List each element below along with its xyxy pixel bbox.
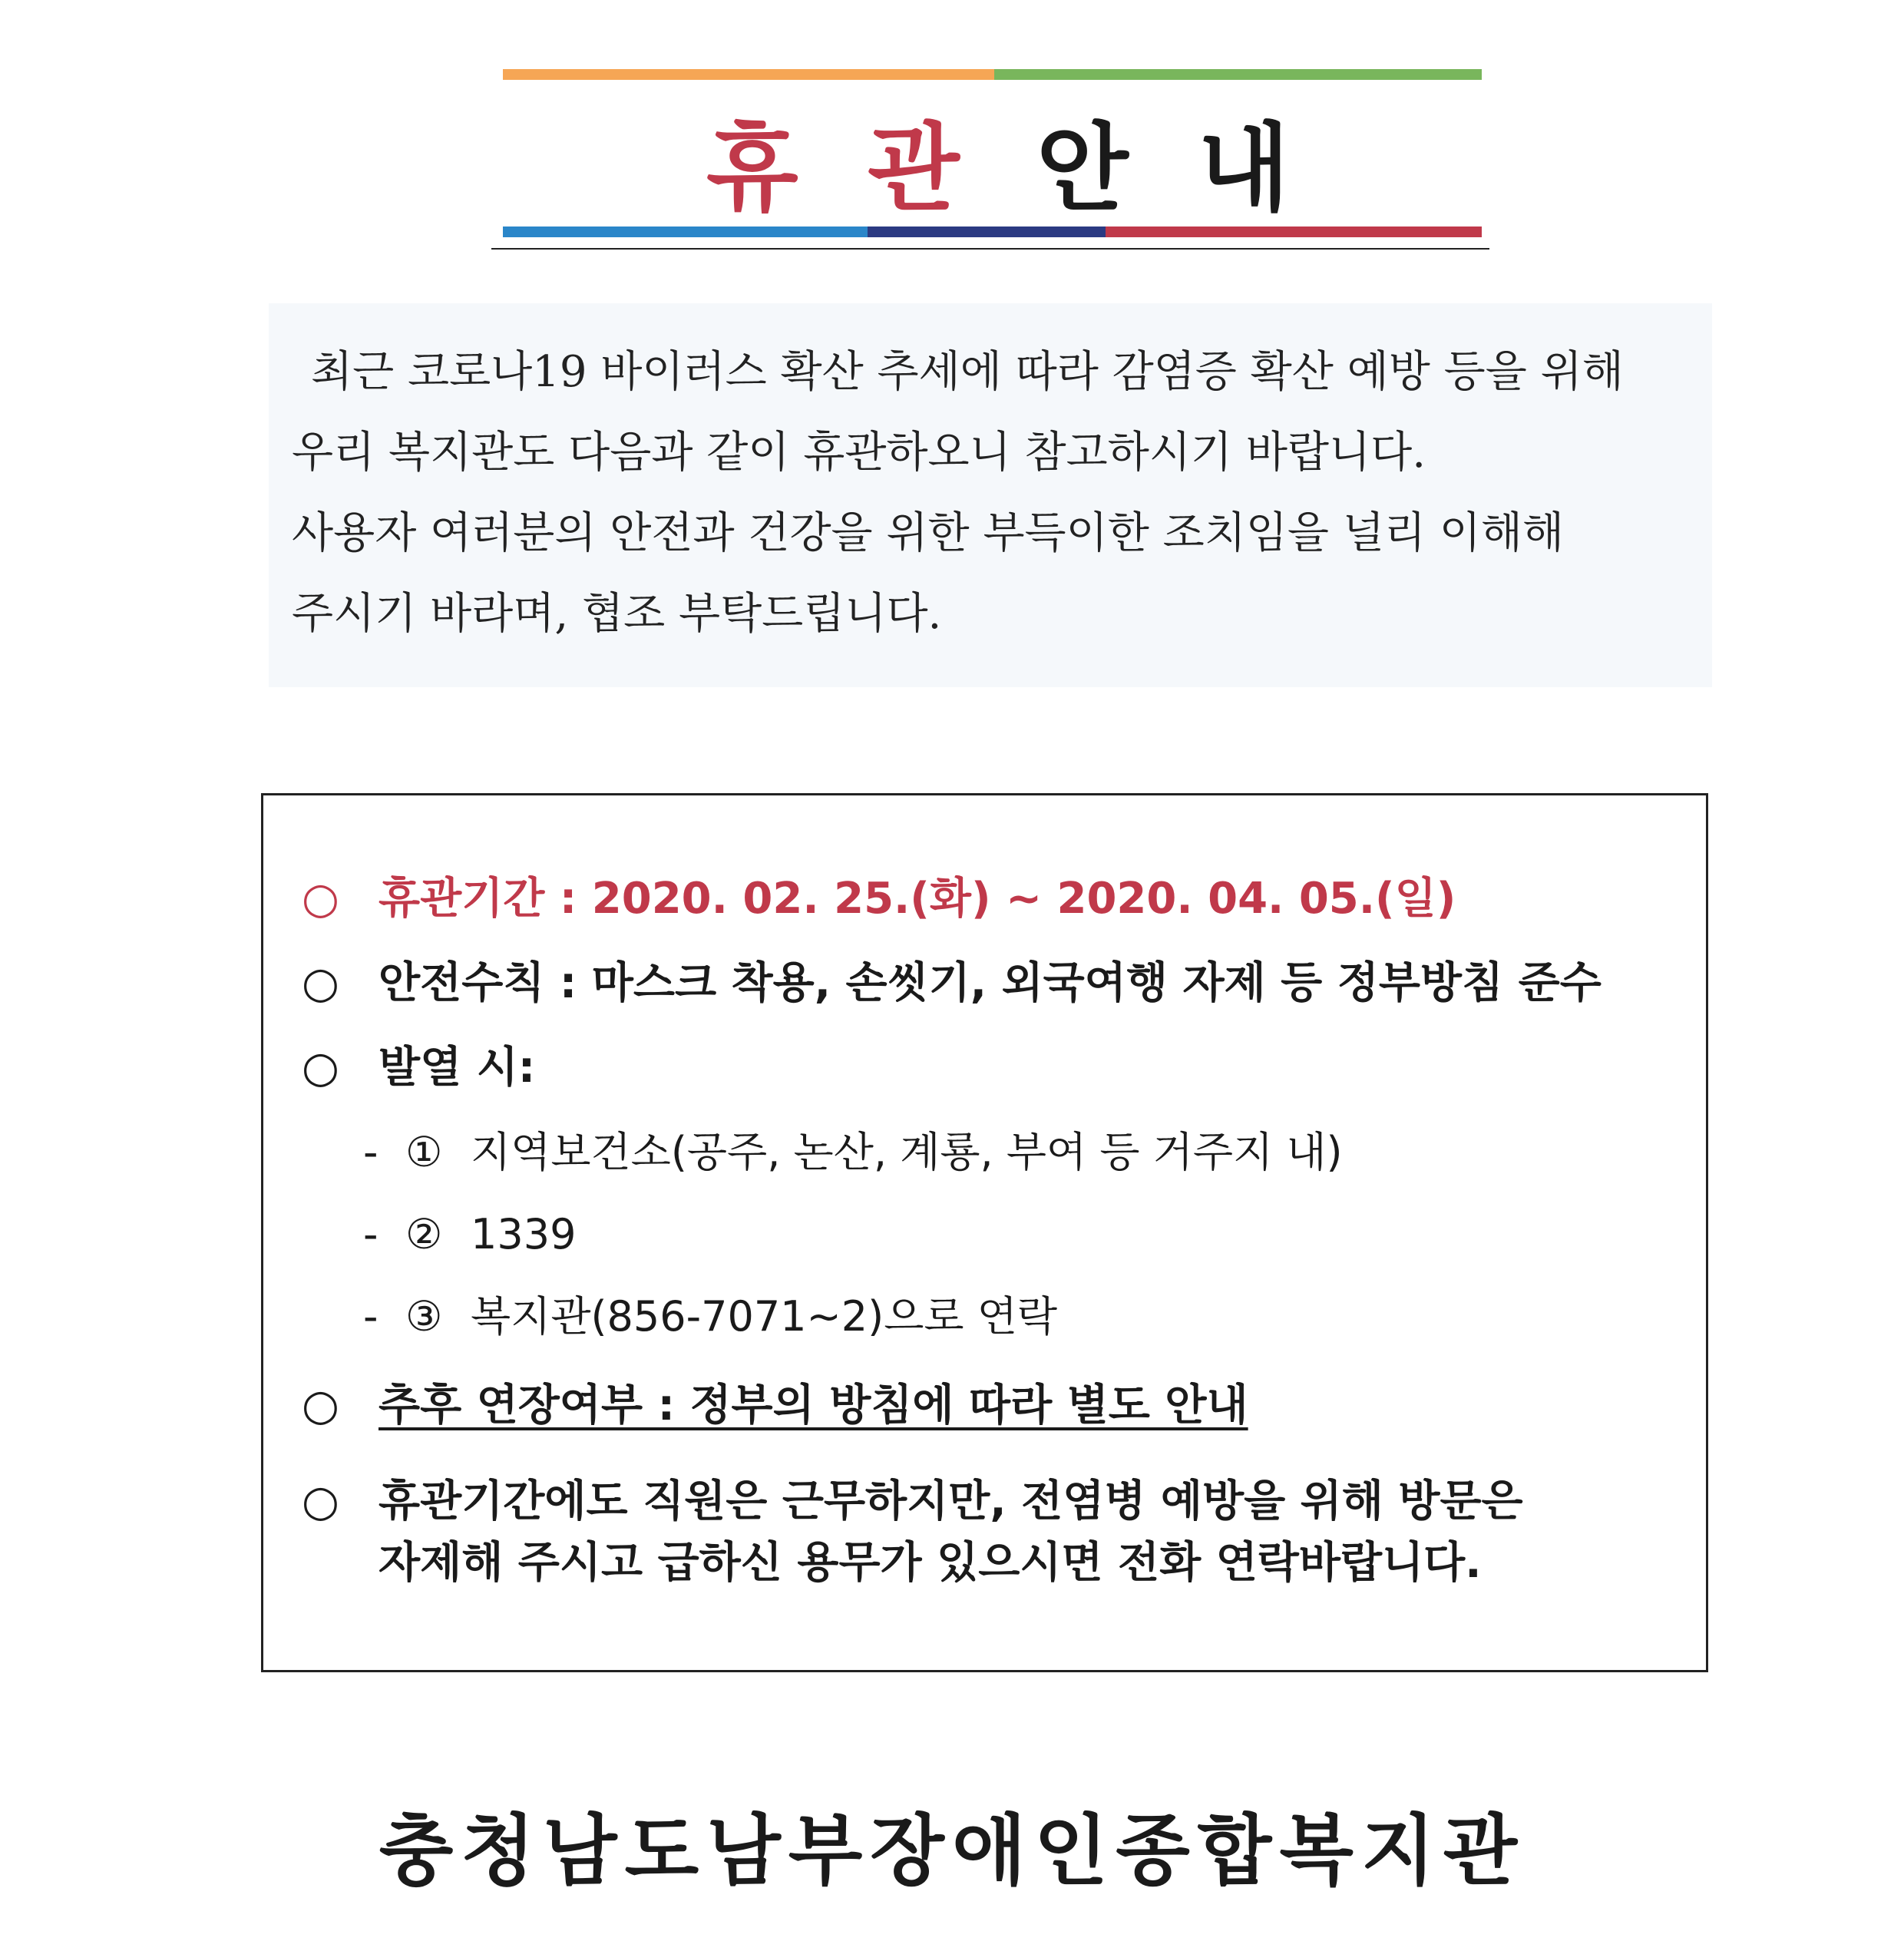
bottom-bar-red [1106,227,1482,237]
staff-notice-line-2: 자제해 주시고 급하신 용무가 있으시면 전화 연락바랍니다. [378,1538,1482,1588]
info-box [261,793,1708,1672]
circle-bullet-icon: ○ [302,958,339,1008]
fever-title: 발열 시: [378,1043,536,1093]
staff-notice-line-1: 휴관기간에도 직원은 근무하지만, 전염병 예방을 위해 방문은 [378,1476,1523,1526]
intro-line-1: 최근 코로나19 바이러스 확산 추세에 따라 감염증 확산 예방 등을 위해 [311,347,1624,397]
intro-line-4: 주시기 바라며, 협조 부탁드립니다. [292,589,942,639]
intro-line-3: 사용자 여러분의 안전과 건강을 위한 부득이한 조치임을 널리 이해해 [292,508,1565,558]
extension-text: 추후 연장여부 : 정부의 방침에 따라 별도 안내 [378,1381,1248,1430]
title-underline [491,248,1489,250]
staff-notice-row-2 [378,1536,1482,1590]
page-title [499,107,1482,230]
title-char-2: 관 [868,114,963,224]
title-char-4: 내 [1198,114,1293,224]
staff-notice-row [302,1475,1523,1529]
safety-rules-row [302,957,1602,1010]
safety-rules-text: 안전수칙 : 마스크 착용, 손씻기, 외국여행 자제 등 정부방침 준수 [378,958,1602,1008]
circle-bullet-icon: ○ [302,874,339,924]
fever-item-text: 1339 [471,1210,577,1258]
fever-item-2 [363,1208,576,1261]
closure-period-text: 휴관기간 : 2020. 02. 25.(화) ~ 2020. 04. 05.(일) [378,874,1456,924]
circle-bullet-icon: ○ [302,1476,339,1526]
fever-item-text: 복지관(856-7071~2)으로 연락 [471,1292,1058,1341]
circle-bullet-icon: ○ [302,1381,339,1430]
fever-item-text: 지역보건소(공주, 논산, 계룡, 부여 등 거주지 내) [471,1128,1343,1176]
dash-marker: - [363,1128,378,1176]
top-bar-orange [503,69,994,80]
extension-row [302,1379,1248,1433]
fever-item-1 [363,1126,1343,1179]
fever-item-number: ③ [405,1292,443,1341]
closure-period-row [302,872,1456,926]
fever-row [302,1041,535,1095]
bottom-bar-navy [868,227,1106,237]
bottom-bar-blue [503,227,868,237]
title-char-3: 안 [1036,114,1132,224]
organization-name: 충청남도남부장애인종합복지관 [378,1806,1526,1896]
title-char-1: 휴 [706,114,802,224]
dash-marker: - [363,1292,378,1341]
intro-section [269,303,1712,687]
top-bar-green [994,69,1482,80]
intro-line-2: 우리 복지관도 다음과 같이 휴관하오니 참고하시기 바랍니다. [292,428,1426,478]
fever-item-number: ① [405,1128,443,1176]
circle-bullet-icon: ○ [302,1043,339,1093]
dash-marker: - [363,1210,378,1258]
fever-item-3 [363,1290,1057,1344]
fever-item-number: ② [405,1210,443,1258]
